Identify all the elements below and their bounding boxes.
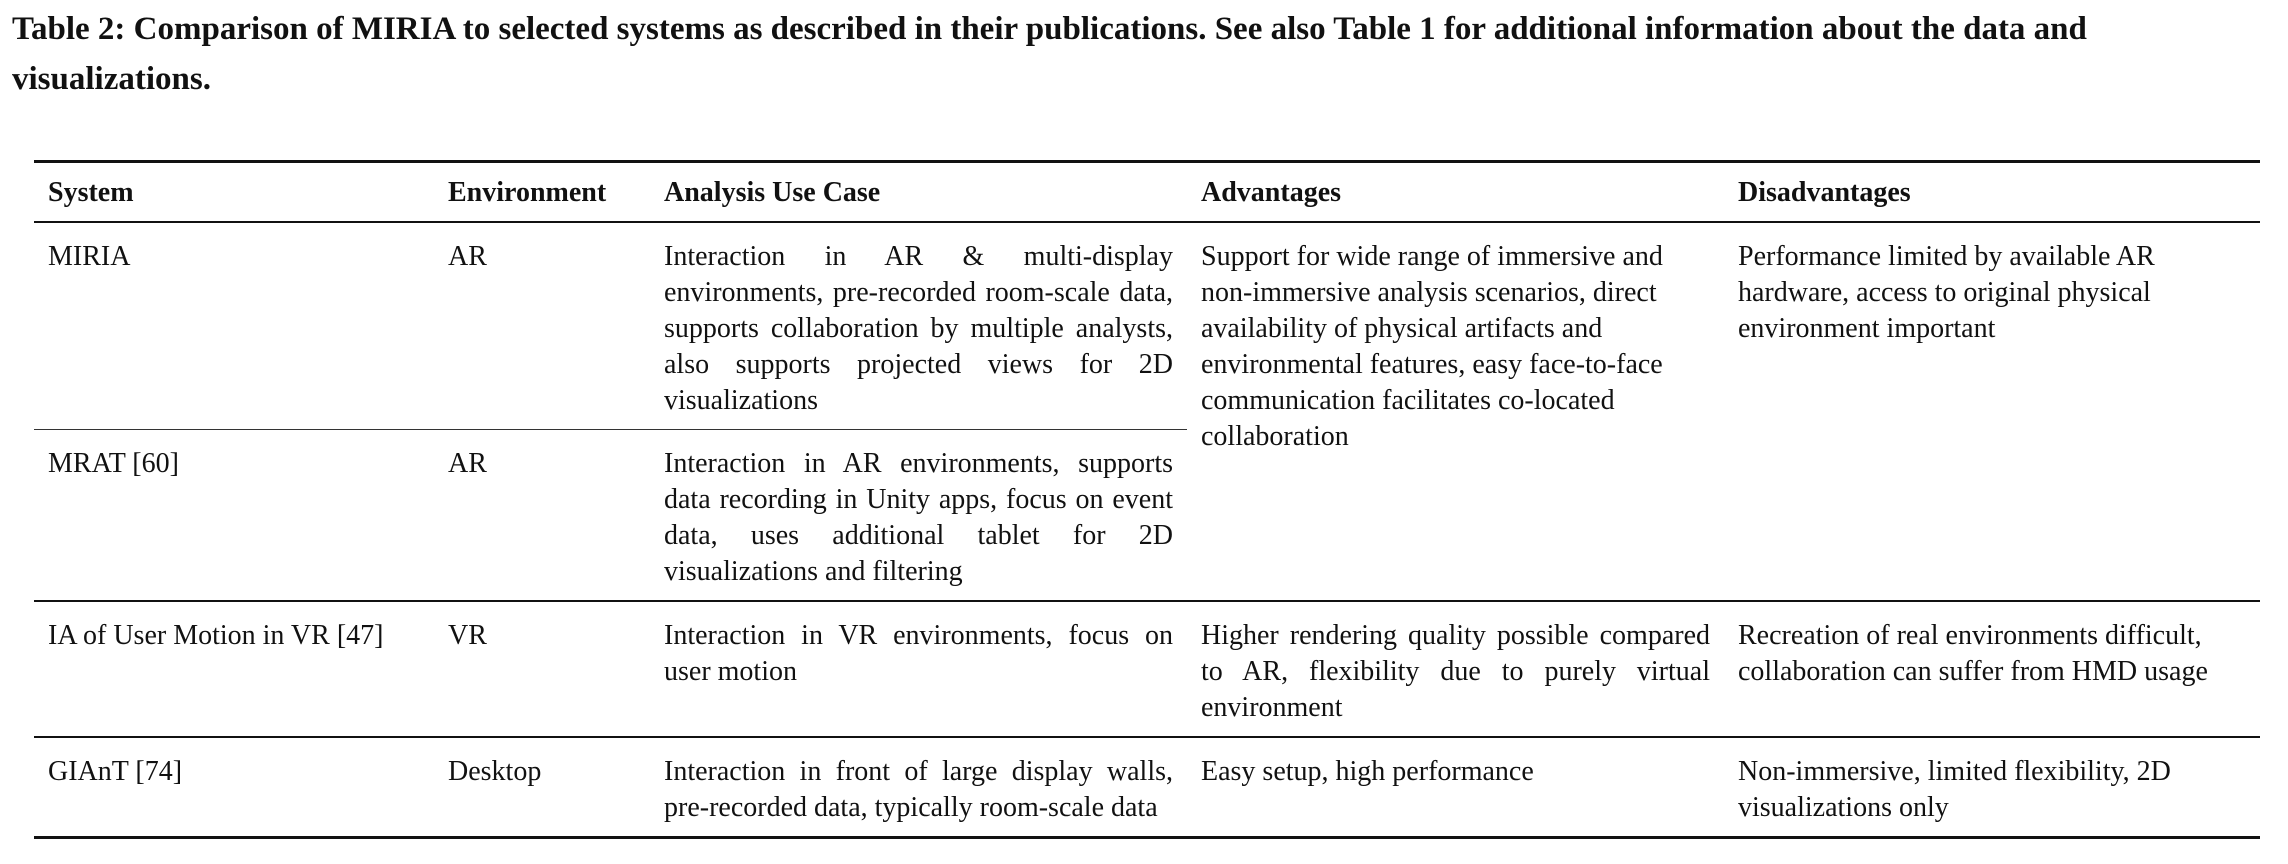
table-row (34, 222, 2260, 430)
cell-environment: Desktop (434, 737, 650, 838)
cell-system: GIAnT [74] (34, 737, 434, 838)
cell-disadvantages: Recreation of real environments difficult, collaboration can suffer from HMD usage (1724, 601, 2260, 737)
header-use-case: Analysis Use Case (664, 177, 881, 208)
cell-environment: AR (448, 241, 487, 272)
cell-environment: AR (434, 430, 650, 602)
cell-system: IA of User Motion in VR [47] (34, 601, 434, 737)
cell-environment: VR (434, 601, 650, 737)
cell-advantages: Higher rendering quality possible compared to AR, flexibility due to purely virtual environment (1187, 601, 1724, 737)
cell-use-case: Interaction in AR & multi-display environments, pre-recorded room-scale data, supports collaboration by multiple analysts, also supports projected views for 2D visualizations (664, 241, 1173, 416)
cell-advantages: Easy setup, high performance (1187, 737, 1724, 838)
table-row (34, 601, 2260, 737)
cell-use-case: Interaction in VR environments, focus on user motion (650, 601, 1187, 737)
table-row (34, 737, 2260, 838)
table-caption: Table 2: Comparison of MIRIA to selected systems as described in their publications. See also Table 1 for additional information about the data and visualizations. (12, 11, 2087, 97)
cell-disadvantages: Performance limited by available AR hardware, access to original physical environment important (1738, 241, 2155, 344)
cell-system: MRAT [60] (34, 430, 434, 602)
cell-use-case: Interaction in front of large display walls, pre-recorded data, typically room-scale data (650, 737, 1187, 838)
header-disadvantages: Disadvantages (1738, 177, 1911, 208)
cell-system: MIRIA (48, 241, 131, 272)
header-system: System (48, 177, 134, 208)
comparison-table-wrapper (34, 160, 2260, 839)
cell-use-case: Interaction in AR environments, supports data recording in Unity apps, focus on event data, uses additional tablet for 2D visualizations and filtering (650, 430, 1187, 602)
header-row (34, 162, 2260, 223)
cell-disadvantages: Non-immersive, limited flexibility, 2D visualizations only (1724, 737, 2260, 838)
comparison-table (34, 160, 2260, 839)
header-environment: Environment (448, 177, 607, 208)
cell-advantages: Support for wide range of immersive and non-immersive analysis scenarios, direct availability of physical artifacts and environmental features, easy face-to-face communication facilitates co-located collaboration (1201, 241, 1663, 452)
header-advantages: Advantages (1201, 177, 1342, 208)
